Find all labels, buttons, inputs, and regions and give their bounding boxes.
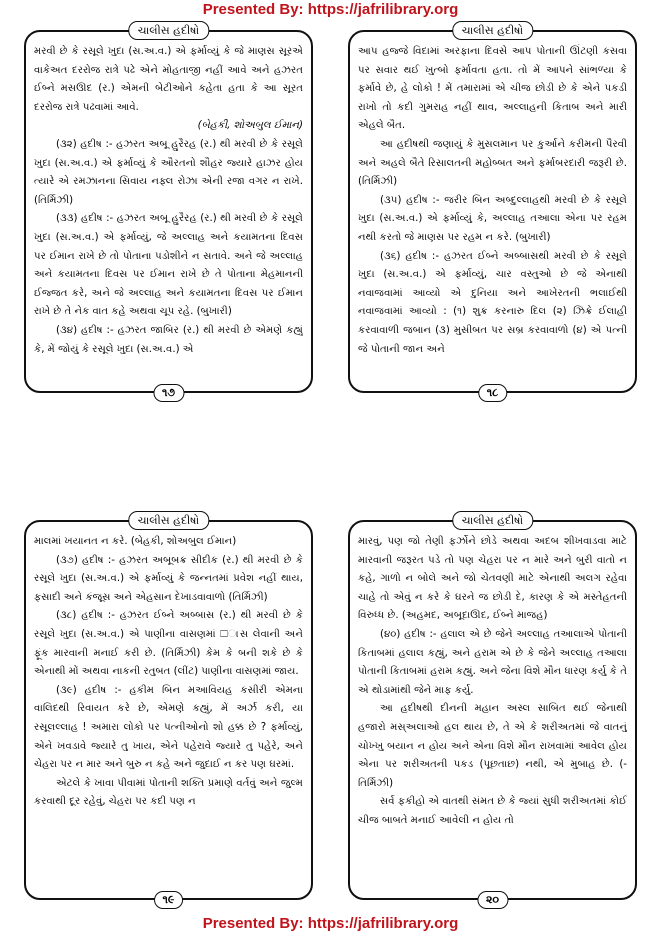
page-20 [348,514,637,906]
paragraph: આ હદીષથી જણાયું કે મુસલમાન પર કુર્આને કરીમની પૈરવી અને અહલે બૈતે રિસાલતની મહોબ્બત અને ફર્માબરદારી જરૂરી છે. (તિર્મિઝી) [358,138,627,188]
page-number: ૨૦ [477,891,508,909]
source-citation: (બેહકી, શોઅબુલ ઈમાન) [197,120,303,132]
hadith-paragraph: (૩૨) હદીષ :- હઝરત અબૂ હુરૈરહ (ર.) થી મરવી છે કે રસૂલે ખુદા (સ.અ.વ.) એ ફર્માવ્યું કે ઔરતનો શૌહર જ્યારે હાઝર હોય ત્યારે એ રમઝાનના સિવાય નફ્લ રોઝા એની રજા વગર ન રાખે. (તિર્મિઝી) [34,138,303,206]
paragraph: એટલે કે ખાવા પીવામાં પોતાની શક્તિ પ્રમાણે વર્તવું અને જુલ્મ કરવાથી દૂર રહેવું, ચેહરા પર કદી પણ ન [34,777,303,808]
hadith-paragraph: (૩૭) હદીષ :- હઝરત અબૂબક્ર સીદીક (ર.) થી મરવી છે કે રસૂલે ખુદા (સ.અ.વ.) એ ફર્માવ્યું કે જન્નતમાં પ્રવેશ નહીં થાય, ફસાદી અને કંજૂસ અને એહસાન દેખાડવાવાળો (તિર્મિઝી) [34,554,303,603]
hadith-paragraph: (૪૦) હદીષ :- હલાલ એ છે જેને અલ્લાહ તઆલાએ પોતાની કિતાબમાં હલાલ કહ્યું, અને હરામ એ છે કે જેને અલ્લાહ તઆલા પોતાની કિતાબમાં હરામ કહ્યું. અને જેના વિશે મૌન ધારણ કર્યુ કે તે એ થોડામાંથી જેને માફ કર્યુ. [358,628,627,696]
page-18 [348,24,637,399]
page-title: ચાલીસ હદીષો [452,21,533,40]
paragraph: મરવી છે કે રસૂલે ખુદા (સ.અ.વ.) એ ફર્માવ્યું કે જે માણસ સૂરએ વાકેઅત દરરોજ રાત્રે પઢે એને મોહતાજી નહીં આવે અને હઝરત ઈબ્ને મસઊદ (ર.) એમની બેટીઓને કહેતા હતા કે આ સૂરત દરરોજ રાત્રે પઢવામાં આવે. [34,46,303,113]
presented-by-banner-top[interactable]: Presented By: https://jafrilibrary.org [202,1,459,18]
page-title: ચાલીસ હદીષો [452,511,533,530]
hadith-paragraph: (૩૫) હદીષ :- જરીર બિન અબ્દુલ્લાહથી મરવી છે કે રસૂલે ખુદા (સ.અ.વ.) એ ફર્માવ્યું કે, અલ્લાહ તઆલા એના પર રહમ નથી કરતો જે માણસ પર રહમ ન કરે. (બુખારી) [358,194,627,243]
page-17 [24,24,313,399]
hadith-paragraph: (૩૮) હદીષ :- હઝરત ઈબ્ને અબ્બાસ (ર.) થી મરવી છે કે રસૂલે ખુદા (સ.અ.વ.) એ પાણીના વાસણમાં □ાસ લેવાની અને ફૂંક મારવાની મનાઈ કરી છે. (તિર્મિઝી) કેમ કે બની શકે છે કે એનાથી મોં અથવા નાકની રતુબત (લીંટ) પાણીના વાસણમાં જાય. [34,610,303,678]
page-body [34,533,303,884]
paragraph: સર્વ ફકીહો એ વાતથી સંમત છે કે જ્યાં સુધી શરીઅતમાં કોઈ ચીજ બાબતે મનાઈ આવેલી ન હોય તો [358,796,627,826]
hadith-paragraph: (૩૬) હદીષ :- હઝરત ઈબ્ને અબ્બાસથી મરવી છે કે રસૂલે ખુદા (સ.અ.વ.) એ ફર્માવ્યું, ચાર વસ્તુઓ છે જે એનાથી નવાજવામાં આવ્યો એ દુનિયા અને આખેરતની ભલાઈથી નવાજવામાં આવ્યો : (૧) શુક્ર કરનારુ દિલ (૨) ઝિક્રે ઈલાહી કરવાવાળી જબાન (૩) મુસીબત પર સબ્ર કરવાવાળો (૪) એ પત્ની જે પોતાની જાન અને [358,250,627,355]
presented-by-banner-bottom[interactable]: Presented By: https://jafrilibrary.org [202,915,459,932]
page-number: ૧૭ [153,384,184,402]
page-body [358,533,627,884]
hadith-paragraph: (૩૪) હદીષ :- હઝરત જાબિર (ર.) થી મરવી છે એમણે કહ્યું કે, મેં જોયું કે રસૂલે ખુદા (સ.અ.વ.) એ [34,324,303,355]
hadith-paragraph: (૩૯) હદીષ :- હકીમ બિન મઆવિયહ કસીરી એમના વાલિદથી રિવાયત કરે છે, એમણે કહ્યું, મેં અર્ઝ કરી, યા રસૂલલ્લાહ ! અમારા લોકો પર પત્નીઓનો શો હક્ક છે ? ફર્માવ્યું, એને ખવડાવે જ્યારે તુ ખાય, એને પહેરાવે જ્યારે તુ પહેરે, અને ચેહરા પર ન માર અને બુરુ ન કહે અને જુદાઈ ન કર પણ ઘરમાં. [34,684,303,771]
page-19 [24,514,313,906]
page-body [358,43,627,377]
hadith-paragraph: (૩૩) હદીષ :- હઝરત અબૂ હુરૈરહ (ર.) થી મરવી છે કે રસૂલે ખુદા (સ.અ.વ.) એ ફર્માવ્યું, જે અલ્લાહ અને કયામતના દિવસ પર ઈમાન રાખે છે તો પોતાના પડોશીને ન સતાવે. અને જે અલ્લાહ અને કયામતના દિવસ પર ઈમાન રાખે છે તે પોતાના મેહમાનની ઈજ્જત કરે, અને જે અલ્લાહ અને કયામતના દિવસ પર ઈમાન રાખે છે તે નેક વાત કહે અથવા ચૂપ રહે. (બુખારી) [34,213,303,318]
paragraph: આ હદીષથી દીનની મહાન અસ્લ સાબિત થઈ જેનાથી હજારો મસ્અલાઓ હલ થાય છે, તે એ કે શરીઅતમાં જે વાતનું ચોખ્ખુ બયાન ન હોય અને એના વિશે મૌન રાખવામાં આવેલ હોય એના પર શરીઅતની પકડ (પૂછતાછ) નથી, એ મુબાહ છે. (-તિર્મિઝી) [358,703,627,789]
page-title: ચાલીસ હદીષો [128,511,209,530]
page-number: ૧૯ [154,891,184,909]
page-body [34,43,303,377]
paragraph: આપ હજ્જે વિદામાં અરફાના દિવસે આપ પોતાની ઊંટણી કસવા પર સવાર થઈ ખુત્બો ફર્માવતા હતા. તો મેં આપને સાંભળ્યા કે ફર્માવે છે, હે લોકો ! મેં તમારામાં એ ચીજ છોડી છે કે એને પકડી રાખો તો કદી ગુમરાહ નહીં થાવ, અલ્લાહની કિતાબ અને મારી એહલે બૈત. [358,46,627,132]
page-title: ચાલીસ હદીષો [128,21,209,40]
paragraph: માલમાં ખયાનત ન કરે. (બેહકી, શોઅબુલ ઈમાન) [34,536,237,547]
paragraph: મારવું, પણ જો તેણી ફર્ઝોને છોડે અથવા અદબ શીખવાડવા માટે મારવાની જરૂરત પડે તો પણ ચેહરા પર ન મારે અને બુરી વાતો ન કહે, ગાળો ન બોલે અને જો ચેતવણી માટે એનાથી અલગ રહેવા ચાહે તો એવું ન કરે કે ઘરને જ છોડી દે, કારણ કે એ મસ્તેહતની વિરુધ્ધ છે. (અહમદ, અબૂદાઊદ, ઈબ્ને માજહ) [358,536,627,622]
page-number: ૧૮ [478,384,507,402]
